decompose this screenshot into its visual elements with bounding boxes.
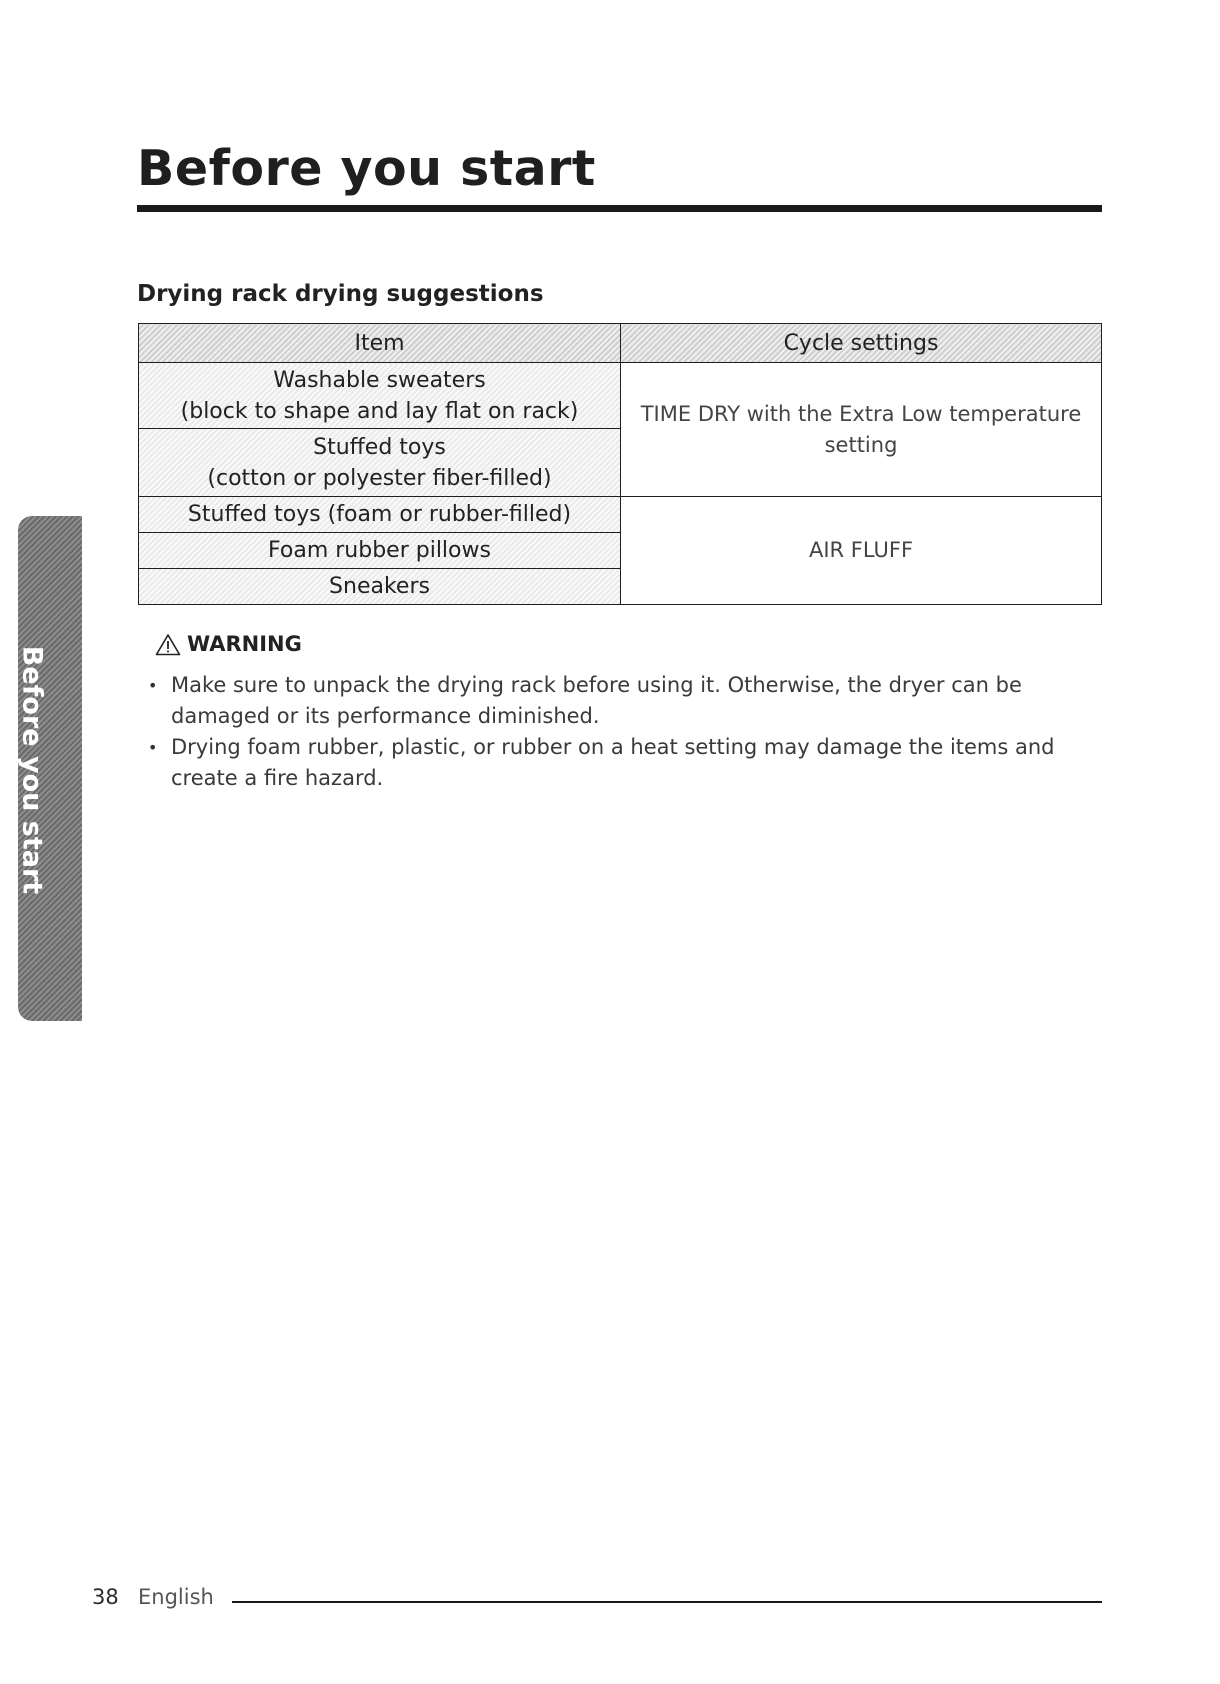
item-cell: Sneakers bbox=[139, 569, 621, 605]
warning-title: WARNING bbox=[187, 632, 302, 656]
item-note: (cotton or polyester fiber-filled) bbox=[207, 465, 552, 491]
drying-suggestions-table bbox=[138, 323, 1102, 605]
list-item: • Make sure to unpack the drying rack before using it. Otherwise, the dryer can be damaged or its performance diminished. bbox=[148, 670, 1088, 732]
section-heading: Drying rack drying suggestions bbox=[137, 281, 544, 307]
cycle-cell: TIME DRY with the Extra Low temperature setting bbox=[621, 363, 1102, 497]
table-header-row bbox=[139, 324, 1102, 363]
title-underline bbox=[137, 205, 1102, 212]
cycle-cell: AIR FLUFF bbox=[621, 497, 1102, 605]
warning-triangle-icon bbox=[155, 633, 181, 656]
item-cell bbox=[139, 429, 621, 497]
page-number: 38 bbox=[92, 1585, 119, 1609]
warning-heading bbox=[155, 632, 302, 656]
footer-language: English bbox=[138, 1585, 214, 1609]
table-row bbox=[139, 363, 1102, 429]
chapter-tab-label: Before you start bbox=[16, 645, 48, 895]
list-item: • Drying foam rubber, plastic, or rubber on a heat setting may damage the items and create a fire hazard. bbox=[148, 732, 1088, 794]
item-note: (block to shape and lay flat on rack) bbox=[180, 398, 579, 424]
item-text: Stuffed toys bbox=[313, 434, 446, 460]
item-cell: Foam rubber pillows bbox=[139, 533, 621, 569]
column-header-item: Item bbox=[139, 324, 621, 363]
footer-rule bbox=[232, 1601, 1102, 1603]
page-title: Before you start bbox=[137, 140, 596, 197]
column-header-cycle-settings: Cycle settings bbox=[621, 324, 1102, 363]
item-text: Washable sweaters bbox=[273, 367, 486, 393]
item-cell bbox=[139, 363, 621, 429]
warning-list bbox=[148, 670, 1088, 794]
item-cell: Stuffed toys (foam or rubber-filled) bbox=[139, 497, 621, 533]
table-row bbox=[139, 497, 1102, 533]
